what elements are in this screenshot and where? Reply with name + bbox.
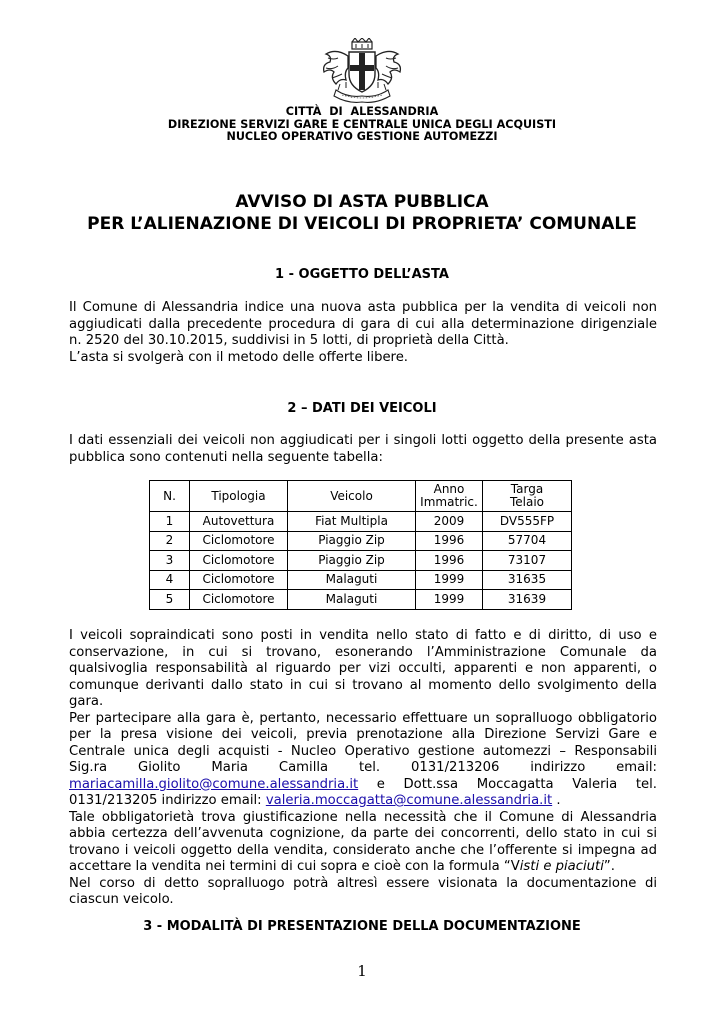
header-targa-1: Targa [510, 482, 544, 496]
cell-tipologia: Ciclomotore [190, 531, 288, 551]
text-line: abbia certezza dell’avvenuta cognizione, da parte dei concorrenti, dello stato in cui si [69, 826, 657, 841]
issuing-office-header [0, 106, 724, 144]
email-link-moccagatta[interactable]: valeria.moccagatta@comune.alessandria.it [265, 793, 553, 808]
table-row [150, 590, 572, 610]
header-targa [483, 481, 572, 512]
header-veicolo: Veicolo [288, 481, 416, 512]
table-row [150, 551, 572, 571]
text-line: Per partecipare alla gara è, pertanto, necessario effettuare un sopralluogo obbligatorio [69, 710, 657, 726]
header-anno-1: Anno [433, 482, 465, 496]
directorate-name: DIREZIONE SERVIZI GARE E CENTRALE UNICA DEGLI ACQUISTI [167, 117, 557, 131]
cell-veicolo: Piaggio Zip [288, 531, 416, 551]
text-fragment: ”. [603, 859, 615, 874]
section-2-heading: 2 – DATI DEI VEICOLI [287, 401, 437, 416]
table-row [150, 570, 572, 590]
city-coat-of-arms-icon [318, 38, 406, 104]
cell-veicolo: Malaguti [288, 570, 416, 590]
text-line: Il Comune di Alessandria indice una nuova asta pubblica per la vendita di veicoli non [69, 300, 657, 315]
document-title [0, 191, 724, 235]
cell-tipologia: Ciclomotore [190, 551, 288, 571]
cell-targa: 73107 [483, 551, 572, 571]
text-line: aggiudicati dalla precedente procedura di gara di cui alla determinazione dirigenziale [69, 316, 657, 332]
section-1-paragraph [69, 300, 657, 366]
cell-targa: DV555FP [483, 512, 572, 532]
text-fragment: 0131/213205 indirizzo email: [69, 793, 262, 808]
text-line: comunque derivanti dallo stato in cui si trovano al momento dello svolgimento della [69, 677, 657, 693]
cell-n: 4 [150, 570, 190, 590]
text-line: gara. [69, 694, 104, 709]
cell-anno: 1996 [416, 551, 483, 571]
page-number: 1 [357, 962, 367, 980]
text-line [69, 793, 657, 810]
header-tipologia: Tipologia [190, 481, 288, 512]
cell-targa: 31635 [483, 570, 572, 590]
text-line: ciascun veicolo. [69, 892, 174, 907]
cell-veicolo: Fiat Multipla [288, 512, 416, 532]
text-line: per la presa visione dei veicoli, previa prenotazione alla Direzione Servizi Gare e [69, 727, 657, 742]
cell-tipologia: Ciclomotore [190, 570, 288, 590]
text-line: Nel corso di detto sopralluogo potrà altresì essere visionata la documentazione di [69, 875, 657, 891]
section-2-body [69, 628, 657, 909]
email-link-giolito[interactable]: mariacamilla.giolito@comune.alessandria.it [69, 776, 359, 792]
cell-n: 3 [150, 551, 190, 571]
text-line: I veicoli sopraindicati sono posti in vendita nello stato di fatto e di diritto, di uso e [69, 628, 657, 643]
text-line: I dati essenziali dei veicoli non aggiudicati per i singoli lotti oggetto della presente asta [69, 433, 657, 448]
cell-n: 2 [150, 531, 190, 551]
cell-anno: 1999 [416, 590, 483, 610]
text-fragment: accettare la vendita nei termini di cui sopra e cioè con la formula “V [69, 859, 520, 874]
cell-tipologia: Autovettura [190, 512, 288, 532]
cell-tipologia: Ciclomotore [190, 590, 288, 610]
header-n: N. [150, 481, 190, 512]
title-line-2: PER L’ALIENAZIONE DI VEICOLI DI PROPRIETA’ COMUNALE [87, 214, 637, 234]
cell-targa: 31639 [483, 590, 572, 610]
text-fragment: . [556, 793, 561, 808]
section-3-heading: 3 - MODALITÀ DI PRESENTAZIONE DELLA DOCUMENTAZIONE [143, 919, 581, 934]
text-line: Tale obbligatorietà trova giustificazione nella necessità che il Comune di Alessandria [69, 809, 657, 825]
unit-name: NUCLEO OPERATIVO GESTIONE AUTOMEZZI [226, 130, 498, 143]
cell-targa: 57704 [483, 531, 572, 551]
header-anno-2: Immatric. [420, 495, 478, 509]
text-line: n. 2520 del 30.10.2015, suddivisi in 5 lotti, di proprietà della Città. [69, 333, 509, 348]
text-line: Sig.ra Giolito Maria Camilla tel. 0131/213206 indirizzo email: [69, 760, 657, 775]
text-line: L’asta si svolgerà con il metodo delle offerte libere. [69, 349, 408, 365]
header-anno [416, 481, 483, 512]
city-name: CITTÀ DI ALESSANDRIA [285, 105, 439, 118]
text-line: trovano i veicoli oggetto della vendita, considerato anche che l’offerente si impegna ad [69, 842, 657, 858]
text-line: qualsivoglia responsabilità al riguardo per vizi occulti, apparenti e non apparenti, o [69, 661, 657, 676]
text-line: Centrale unica degli acquisti - Nucleo Operativo gestione automezzi – Responsabili [69, 743, 657, 759]
text-line: conservazione, in cui si trovano, esonerando l’Amministrazione Comunale da [69, 644, 657, 660]
cell-n: 1 [150, 512, 190, 532]
cell-veicolo: Piaggio Zip [288, 551, 416, 571]
text-fragment: e Dott.ssa Moccagatta Valeria tel. [376, 776, 657, 792]
table-row [150, 531, 572, 551]
section-1-heading: 1 - OGGETTO DELL’ASTA [275, 267, 449, 282]
vehicles-table [149, 480, 572, 610]
cell-n: 5 [150, 590, 190, 610]
table-row [150, 512, 572, 532]
cell-anno: 1999 [416, 570, 483, 590]
text-line: pubblica sono contenuti nella seguente tabella: [69, 449, 383, 465]
cell-veicolo: Malaguti [288, 590, 416, 610]
italic-formula: isti e piaciuti [519, 859, 604, 874]
text-line [69, 777, 657, 794]
table-header-row [150, 481, 572, 512]
header-targa-2: Telaio [509, 495, 545, 509]
section-2-intro [69, 433, 657, 466]
cell-anno: 2009 [416, 512, 483, 532]
text-line [69, 859, 657, 876]
title-line-1: AVVISO DI ASTA PUBBLICA [235, 192, 489, 212]
cell-anno: 1996 [416, 531, 483, 551]
